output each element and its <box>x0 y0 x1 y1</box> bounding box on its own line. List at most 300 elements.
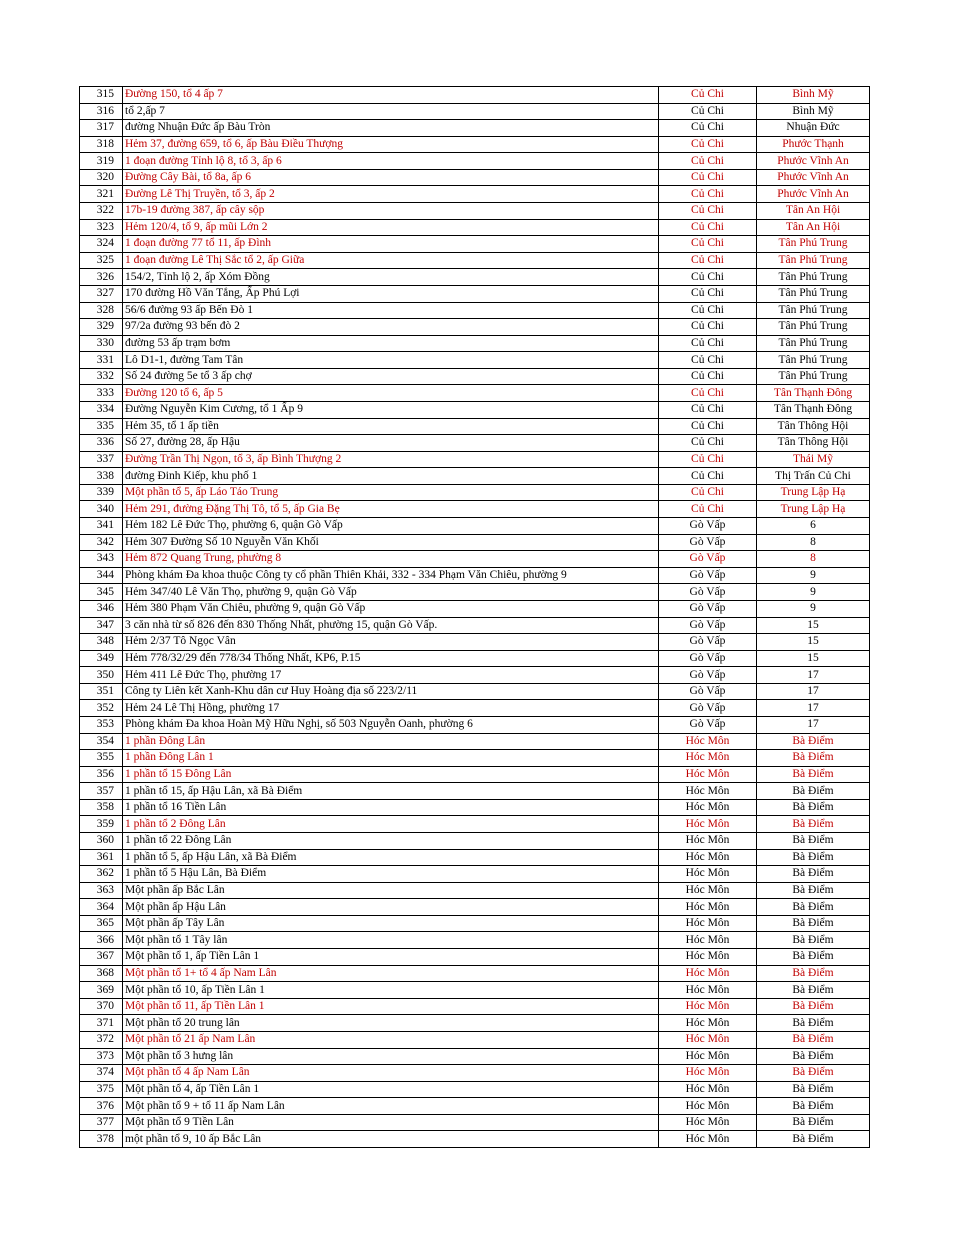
district-cell: Củ Chi <box>659 203 757 220</box>
address-cell: Đường Nguyễn Kim Cương, tổ 1 Ấp 9 <box>123 401 659 418</box>
row-number: 365 <box>80 915 123 932</box>
table-row <box>80 965 870 982</box>
ward-cell: Tân Thạnh Đông <box>757 385 870 402</box>
address-cell: Một phần tổ 20 trung lân <box>123 1015 659 1032</box>
table-row <box>80 103 870 120</box>
row-number: 363 <box>80 882 123 899</box>
address-cell: 1 phần Đông Lân 1 <box>123 750 659 767</box>
table-row <box>80 518 870 535</box>
address-cell: 1 đoạn đường Tỉnh lộ 8, tổ 3, ấp 6 <box>123 153 659 170</box>
address-cell: 154/2, Tỉnh lộ 2, ấp Xóm Đồng <box>123 269 659 286</box>
district-cell: Củ Chi <box>659 435 757 452</box>
row-number: 354 <box>80 733 123 750</box>
district-cell: Hóc Môn <box>659 1065 757 1082</box>
district-cell: Củ Chi <box>659 401 757 418</box>
district-cell: Củ Chi <box>659 468 757 485</box>
address-cell: Hẻm 37, đường 659, tổ 6, ấp Bàu Điều Thượng <box>123 136 659 153</box>
address-cell: Một phần tổ 21 ấp Nam Lân <box>123 1031 659 1048</box>
table-row <box>80 799 870 816</box>
row-number: 371 <box>80 1015 123 1032</box>
ward-cell: Bà Điểm <box>757 998 870 1015</box>
row-number: 338 <box>80 468 123 485</box>
ward-cell: Bà Điểm <box>757 766 870 783</box>
district-cell: Gò Vấp <box>659 634 757 651</box>
district-cell: Củ Chi <box>659 153 757 170</box>
ward-cell: Tân Phú Trung <box>757 368 870 385</box>
address-cell: Số 27, đường 28, ấp Hậu <box>123 435 659 452</box>
district-cell: Củ Chi <box>659 319 757 336</box>
ward-cell: Thị Trấn Củ Chi <box>757 468 870 485</box>
district-cell: Gò Vấp <box>659 650 757 667</box>
table-row <box>80 700 870 717</box>
table-row <box>80 136 870 153</box>
address-cell: Một phần tổ 9 + tổ 11 ấp Nam Lân <box>123 1098 659 1115</box>
row-number: 356 <box>80 766 123 783</box>
district-cell: Gò Vấp <box>659 600 757 617</box>
table-row <box>80 1131 870 1148</box>
ward-cell: Bà Điểm <box>757 1081 870 1098</box>
row-number: 319 <box>80 153 123 170</box>
row-number: 376 <box>80 1098 123 1115</box>
table-row <box>80 584 870 601</box>
district-cell: Hóc Môn <box>659 982 757 999</box>
row-number: 341 <box>80 518 123 535</box>
ward-cell: 8 <box>757 551 870 568</box>
ward-cell: Bà Điểm <box>757 849 870 866</box>
ward-cell: Bà Điểm <box>757 899 870 916</box>
address-cell: Hẻm 307 Đường Số 10 Nguyễn Văn Khối <box>123 534 659 551</box>
table-row <box>80 667 870 684</box>
row-number: 369 <box>80 982 123 999</box>
address-cell: 1 phần tổ 16 Tiền Lân <box>123 799 659 816</box>
table-row <box>80 1015 870 1032</box>
table-row <box>80 882 870 899</box>
ward-cell: Tân Phú Trung <box>757 252 870 269</box>
table-row <box>80 401 870 418</box>
ward-cell: Bà Điểm <box>757 1048 870 1065</box>
district-cell: Hóc Môn <box>659 733 757 750</box>
row-number: 321 <box>80 186 123 203</box>
ward-cell: Nhuận Đức <box>757 120 870 137</box>
address-cell: Một phần tổ 1 Tây lân <box>123 932 659 949</box>
ward-cell: Bà Điểm <box>757 1098 870 1115</box>
ward-cell: 15 <box>757 617 870 634</box>
address-cell: Lô D1-1, đường Tam Tân <box>123 352 659 369</box>
table-row <box>80 998 870 1015</box>
district-cell: Hóc Môn <box>659 899 757 916</box>
ward-cell: Bà Điểm <box>757 733 870 750</box>
district-cell: Hóc Môn <box>659 1015 757 1032</box>
ward-cell: Bà Điểm <box>757 783 870 800</box>
address-cell: 1 phần Đông Lân <box>123 733 659 750</box>
district-cell: Gò Vấp <box>659 567 757 584</box>
table-row <box>80 501 870 518</box>
row-number: 315 <box>80 87 123 104</box>
row-number: 367 <box>80 949 123 966</box>
district-cell: Củ Chi <box>659 418 757 435</box>
row-number: 324 <box>80 236 123 253</box>
table-row <box>80 418 870 435</box>
district-cell: Củ Chi <box>659 335 757 352</box>
district-cell: Hóc Môn <box>659 799 757 816</box>
address-cell: một phần tổ 9, 10 ấp Bắc Lân <box>123 1131 659 1148</box>
district-cell: Hóc Môn <box>659 783 757 800</box>
address-cell: 56/6 đường 93 ấp Bến Đò 1 <box>123 302 659 319</box>
table-row <box>80 716 870 733</box>
ward-cell: Tân Phú Trung <box>757 269 870 286</box>
row-number: 346 <box>80 600 123 617</box>
table-row <box>80 335 870 352</box>
table-row <box>80 1098 870 1115</box>
row-number: 372 <box>80 1031 123 1048</box>
table-row <box>80 1031 870 1048</box>
table-row <box>80 750 870 767</box>
address-cell: Hẻm 872 Quang Trung, phường 8 <box>123 551 659 568</box>
district-cell: Củ Chi <box>659 120 757 137</box>
row-number: 318 <box>80 136 123 153</box>
table-row <box>80 385 870 402</box>
address-cell: 3 căn nhà từ số 826 đến 830 Thống Nhất, phường 15, quận Gò Vấp. <box>123 617 659 634</box>
district-cell: Củ Chi <box>659 219 757 236</box>
address-cell: Một phần ấp Hậu Lân <box>123 899 659 916</box>
table-row <box>80 534 870 551</box>
row-number: 375 <box>80 1081 123 1098</box>
ward-cell: Bà Điểm <box>757 833 870 850</box>
address-cell: Hẻm 778/32/29 đến 778/34 Thống Nhất, KP6, P.15 <box>123 650 659 667</box>
district-cell: Hóc Môn <box>659 915 757 932</box>
ward-cell: Bà Điểm <box>757 750 870 767</box>
row-number: 323 <box>80 219 123 236</box>
row-number: 330 <box>80 335 123 352</box>
row-number: 335 <box>80 418 123 435</box>
table-row <box>80 186 870 203</box>
district-cell: Củ Chi <box>659 352 757 369</box>
table-row <box>80 435 870 452</box>
district-cell: Hóc Môn <box>659 949 757 966</box>
ward-cell: Bà Điểm <box>757 816 870 833</box>
row-number: 362 <box>80 866 123 883</box>
district-cell: Củ Chi <box>659 484 757 501</box>
table-row <box>80 319 870 336</box>
address-cell: Hẻm 120/4, tổ 9, ấp mũi Lớn 2 <box>123 219 659 236</box>
ward-cell: 15 <box>757 650 870 667</box>
row-number: 322 <box>80 203 123 220</box>
district-cell: Củ Chi <box>659 252 757 269</box>
address-cell: 1 phần tổ 15, ấp Hậu Lân, xã Bà Điểm <box>123 783 659 800</box>
table-row <box>80 617 870 634</box>
table-row <box>80 1081 870 1098</box>
address-cell: Một phần tổ 1, ấp Tiền Lân 1 <box>123 949 659 966</box>
district-cell: Củ Chi <box>659 269 757 286</box>
table-row <box>80 551 870 568</box>
row-number: 327 <box>80 285 123 302</box>
table-row <box>80 816 870 833</box>
row-number: 331 <box>80 352 123 369</box>
row-number: 343 <box>80 551 123 568</box>
district-cell: Hóc Môn <box>659 882 757 899</box>
ward-cell: 15 <box>757 634 870 651</box>
table-row <box>80 932 870 949</box>
address-cell: Phòng khám Đa khoa thuộc Công ty cổ phần Thiên Khải, 332 - 334 Phạm Văn Chiêu, phường 9 <box>123 567 659 584</box>
row-number: 357 <box>80 783 123 800</box>
row-number: 352 <box>80 700 123 717</box>
address-cell: 97/2a đường 93 bến đò 2 <box>123 319 659 336</box>
ward-cell: Tân An Hội <box>757 203 870 220</box>
address-cell: Số 24 đường 5e tổ 3 ấp chợ <box>123 368 659 385</box>
ward-cell: Bà Điểm <box>757 882 870 899</box>
address-cell: Một phần tổ 11, ấp Tiền Lân 1 <box>123 998 659 1015</box>
table-row <box>80 302 870 319</box>
ward-cell: Tân Phú Trung <box>757 236 870 253</box>
address-cell: Hẻm 411 Lê Đức Thọ, phường 17 <box>123 667 659 684</box>
address-cell: Hẻm 182 Lê Đức Thọ, phường 6, quận Gò Vấp <box>123 518 659 535</box>
table-row <box>80 484 870 501</box>
table-row <box>80 833 870 850</box>
address-cell: 1 phần tổ 2 Đông Lân <box>123 816 659 833</box>
address-cell: Một phần ấp Tây Lân <box>123 915 659 932</box>
district-cell: Hóc Môn <box>659 750 757 767</box>
table-row <box>80 982 870 999</box>
address-cell: Hẻm 2/37 Tô Ngọc Vân <box>123 634 659 651</box>
ward-cell: Bà Điểm <box>757 1131 870 1148</box>
row-number: 329 <box>80 319 123 336</box>
row-number: 344 <box>80 567 123 584</box>
address-cell: Phòng khám Đa khoa Hoàn Mỹ Hữu Nghị, số 503 Nguyễn Oanh, phường 6 <box>123 716 659 733</box>
ward-cell: 17 <box>757 667 870 684</box>
ward-cell: Phước Vĩnh An <box>757 169 870 186</box>
ward-cell: 17 <box>757 683 870 700</box>
row-number: 340 <box>80 501 123 518</box>
row-number: 368 <box>80 965 123 982</box>
district-cell: Gò Vấp <box>659 551 757 568</box>
table-row <box>80 269 870 286</box>
district-cell: Hóc Môn <box>659 833 757 850</box>
address-cell: Một phần tổ 4 ấp Nam Lân <box>123 1065 659 1082</box>
ward-cell: 17 <box>757 716 870 733</box>
address-cell: Hẻm 291, đường Đặng Thị Tô, tổ 5, ấp Gia Bẹ <box>123 501 659 518</box>
row-number: 334 <box>80 401 123 418</box>
ward-cell: 17 <box>757 700 870 717</box>
row-number: 317 <box>80 120 123 137</box>
row-number: 361 <box>80 849 123 866</box>
row-number: 348 <box>80 634 123 651</box>
district-cell: Hóc Môn <box>659 1114 757 1131</box>
address-cell: Công ty Liên kết Xanh-Khu dân cư Huy Hoàng địa số 223/2/11 <box>123 683 659 700</box>
address-cell: Hẻm 35, tổ 1 ấp tiền <box>123 418 659 435</box>
district-cell: Hóc Môn <box>659 1081 757 1098</box>
ward-cell: Bà Điểm <box>757 915 870 932</box>
ward-cell: Thái Mỹ <box>757 451 870 468</box>
district-cell: Củ Chi <box>659 285 757 302</box>
address-cell: 1 phần tổ 5, ấp Hậu Lân, xã Bà Điểm <box>123 849 659 866</box>
ward-cell: Bà Điểm <box>757 1031 870 1048</box>
district-cell: Hóc Môn <box>659 1131 757 1148</box>
table-row <box>80 567 870 584</box>
ward-cell: 6 <box>757 518 870 535</box>
address-cell: Hẻm 380 Phạm Văn Chiêu, phường 9, quận Gò Vấp <box>123 600 659 617</box>
table-row <box>80 899 870 916</box>
table-row <box>80 849 870 866</box>
ward-cell: Tân Thạnh Đông <box>757 401 870 418</box>
row-number: 373 <box>80 1048 123 1065</box>
table-row <box>80 733 870 750</box>
district-cell: Hóc Môn <box>659 1048 757 1065</box>
ward-cell: Bà Điểm <box>757 932 870 949</box>
district-cell: Củ Chi <box>659 87 757 104</box>
district-cell: Hóc Môn <box>659 816 757 833</box>
table-row <box>80 120 870 137</box>
row-number: 328 <box>80 302 123 319</box>
ward-cell: Tân An Hội <box>757 219 870 236</box>
row-number: 339 <box>80 484 123 501</box>
row-number: 333 <box>80 385 123 402</box>
address-cell: 1 phần tổ 15 Đông Lân <box>123 766 659 783</box>
locations-table <box>79 86 870 1148</box>
table-row <box>80 285 870 302</box>
ward-cell: Trung Lập Hạ <box>757 501 870 518</box>
address-cell: Một phần ấp Bắc Lân <box>123 882 659 899</box>
table-row <box>80 352 870 369</box>
table-row <box>80 1114 870 1131</box>
district-cell: Củ Chi <box>659 103 757 120</box>
ward-cell: Trung Lập Hạ <box>757 484 870 501</box>
table-row <box>80 451 870 468</box>
ward-cell: Tân Thông Hội <box>757 435 870 452</box>
ward-cell: 9 <box>757 567 870 584</box>
table-row <box>80 468 870 485</box>
row-number: 358 <box>80 799 123 816</box>
locations-table-body <box>80 87 870 1148</box>
district-cell: Gò Vấp <box>659 617 757 634</box>
district-cell: Gò Vấp <box>659 683 757 700</box>
ward-cell: Tân Phú Trung <box>757 302 870 319</box>
address-cell: 1 phần tổ 22 Đông Lân <box>123 833 659 850</box>
row-number: 342 <box>80 534 123 551</box>
address-cell: Một phần tổ 10, ấp Tiền Lân 1 <box>123 982 659 999</box>
address-cell: Một phần tổ 3 hưng lân <box>123 1048 659 1065</box>
district-cell: Củ Chi <box>659 451 757 468</box>
district-cell: Hóc Môn <box>659 1031 757 1048</box>
row-number: 370 <box>80 998 123 1015</box>
row-number: 353 <box>80 716 123 733</box>
table-row <box>80 169 870 186</box>
address-cell: Đường Cây Bài, tổ 8a, ấp 6 <box>123 169 659 186</box>
ward-cell: Bình Mỹ <box>757 87 870 104</box>
table-row <box>80 650 870 667</box>
row-number: 325 <box>80 252 123 269</box>
district-cell: Gò Vấp <box>659 700 757 717</box>
row-number: 374 <box>80 1065 123 1082</box>
row-number: 337 <box>80 451 123 468</box>
table-row <box>80 87 870 104</box>
table-row <box>80 1065 870 1082</box>
address-cell: Hẻm 347/40 Lê Văn Thọ, phường 9, quận Gò Vấp <box>123 584 659 601</box>
table-row <box>80 203 870 220</box>
district-cell: Củ Chi <box>659 136 757 153</box>
address-cell: đường Nhuận Đức ấp Bàu Tròn <box>123 120 659 137</box>
address-cell: Hẻm 24 Lê Thị Hồng, phường 17 <box>123 700 659 717</box>
row-number: 336 <box>80 435 123 452</box>
district-cell: Hóc Môn <box>659 932 757 949</box>
row-number: 377 <box>80 1114 123 1131</box>
table-row <box>80 236 870 253</box>
table-row <box>80 600 870 617</box>
row-number: 350 <box>80 667 123 684</box>
district-cell: Củ Chi <box>659 186 757 203</box>
district-cell: Củ Chi <box>659 385 757 402</box>
district-cell: Gò Vấp <box>659 716 757 733</box>
address-cell: Đường Lê Thị Truyền, tổ 3, ấp 2 <box>123 186 659 203</box>
row-number: 345 <box>80 584 123 601</box>
row-number: 355 <box>80 750 123 767</box>
table-row <box>80 1048 870 1065</box>
ward-cell: 9 <box>757 584 870 601</box>
address-cell: Đường 120 tổ 6, ấp 5 <box>123 385 659 402</box>
ward-cell: Bà Điểm <box>757 866 870 883</box>
ward-cell: Phước Thạnh <box>757 136 870 153</box>
table-row <box>80 634 870 651</box>
ward-cell: Tân Phú Trung <box>757 285 870 302</box>
address-cell: Một phần tổ 4, ấp Tiền Lân 1 <box>123 1081 659 1098</box>
address-cell: 17b-19 đường 387, ấp cây sộp <box>123 203 659 220</box>
table-row <box>80 153 870 170</box>
address-cell: 1 đoạn đường 77 tổ 11, ấp Đình <box>123 236 659 253</box>
ward-cell: Bà Điểm <box>757 949 870 966</box>
ward-cell: Tân Phú Trung <box>757 319 870 336</box>
table-row <box>80 949 870 966</box>
district-cell: Hóc Môn <box>659 866 757 883</box>
address-cell: tổ 2,ấp 7 <box>123 103 659 120</box>
ward-cell: 9 <box>757 600 870 617</box>
address-cell: Một phần tổ 5, ấp Láo Táo Trung <box>123 484 659 501</box>
address-cell: Đường 150, tổ 4 ấp 7 <box>123 87 659 104</box>
table-row <box>80 219 870 236</box>
address-cell: Một phần tổ 1+ tổ 4 ấp Nam Lân <box>123 965 659 982</box>
district-cell: Củ Chi <box>659 169 757 186</box>
row-number: 360 <box>80 833 123 850</box>
ward-cell: Bà Điểm <box>757 1015 870 1032</box>
address-cell: 170 đường Hồ Văn Tắng, Ấp Phú Lợi <box>123 285 659 302</box>
ward-cell: Bà Điểm <box>757 982 870 999</box>
table-row <box>80 683 870 700</box>
district-cell: Hóc Môn <box>659 1098 757 1115</box>
row-number: 347 <box>80 617 123 634</box>
district-cell: Hóc Môn <box>659 998 757 1015</box>
district-cell: Hóc Môn <box>659 849 757 866</box>
ward-cell: Bà Điểm <box>757 799 870 816</box>
ward-cell: Phước Vĩnh An <box>757 153 870 170</box>
table-row <box>80 783 870 800</box>
district-cell: Gò Vấp <box>659 667 757 684</box>
district-cell: Củ Chi <box>659 501 757 518</box>
row-number: 332 <box>80 368 123 385</box>
district-cell: Hóc Môn <box>659 766 757 783</box>
address-cell: Một phần tổ 9 Tiền Lân <box>123 1114 659 1131</box>
district-cell: Củ Chi <box>659 236 757 253</box>
table-row <box>80 368 870 385</box>
ward-cell: Tân Thông Hội <box>757 418 870 435</box>
ward-cell: Phước Vĩnh An <box>757 186 870 203</box>
row-number: 378 <box>80 1131 123 1148</box>
table-row <box>80 766 870 783</box>
ward-cell: Bình Mỹ <box>757 103 870 120</box>
district-cell: Gò Vấp <box>659 518 757 535</box>
table-row <box>80 252 870 269</box>
row-number: 320 <box>80 169 123 186</box>
table-row <box>80 915 870 932</box>
row-number: 359 <box>80 816 123 833</box>
district-cell: Gò Vấp <box>659 584 757 601</box>
